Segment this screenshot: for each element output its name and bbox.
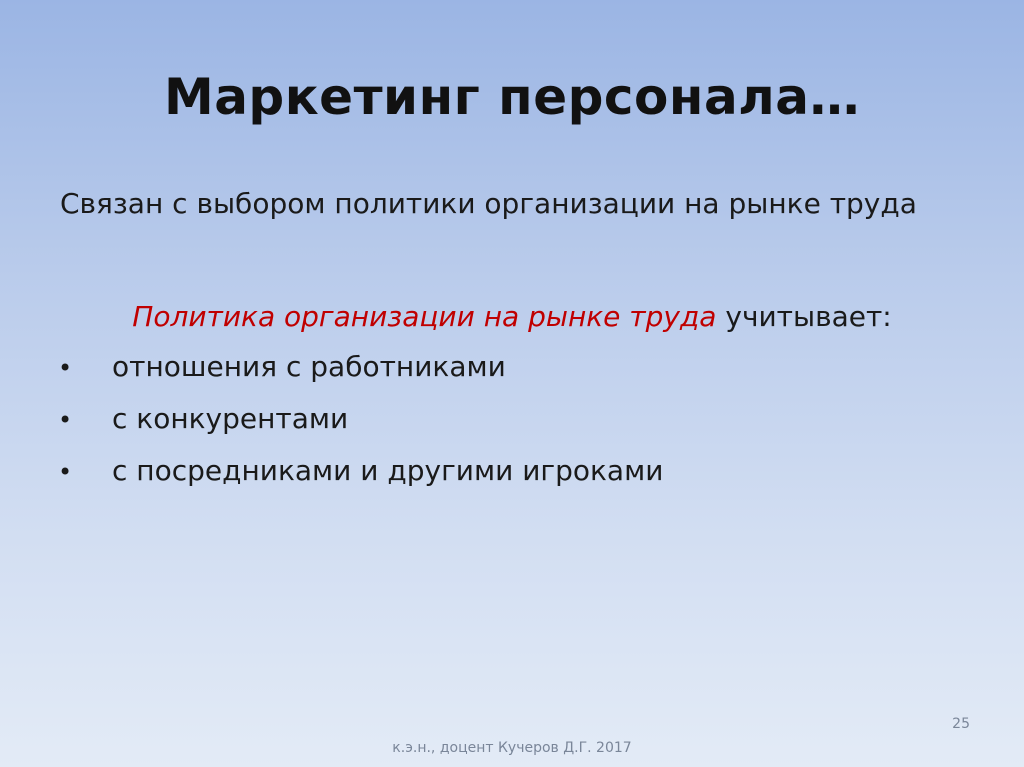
bullet-item (58, 402, 958, 454)
slide-title: Маркетинг персонала… (163, 68, 861, 126)
bullet-dot-icon: • (58, 406, 73, 434)
bullet-dot-icon: • (58, 458, 73, 486)
bullet-text: с конкурентами (112, 402, 349, 435)
page-number: 25 (952, 716, 970, 732)
bullet-item (58, 454, 958, 506)
footer-author: к.э.н., доцент Кучеров Д.Г. 2017 (392, 740, 632, 756)
bullet-dot-icon: • (58, 354, 73, 382)
bullet-list (58, 350, 958, 506)
bullet-item (58, 350, 958, 402)
policy-intro-rest: учитывает: (716, 300, 892, 333)
slide-subtitle: Связан с выбором политики организации на рынке труда (60, 187, 917, 220)
policy-intro-accent: Политика организации на рынке труда (132, 300, 717, 333)
bullet-text: отношения с работниками (112, 350, 506, 383)
policy-intro (0, 300, 1024, 333)
bullet-text: с посредниками и другими игроками (112, 454, 664, 487)
